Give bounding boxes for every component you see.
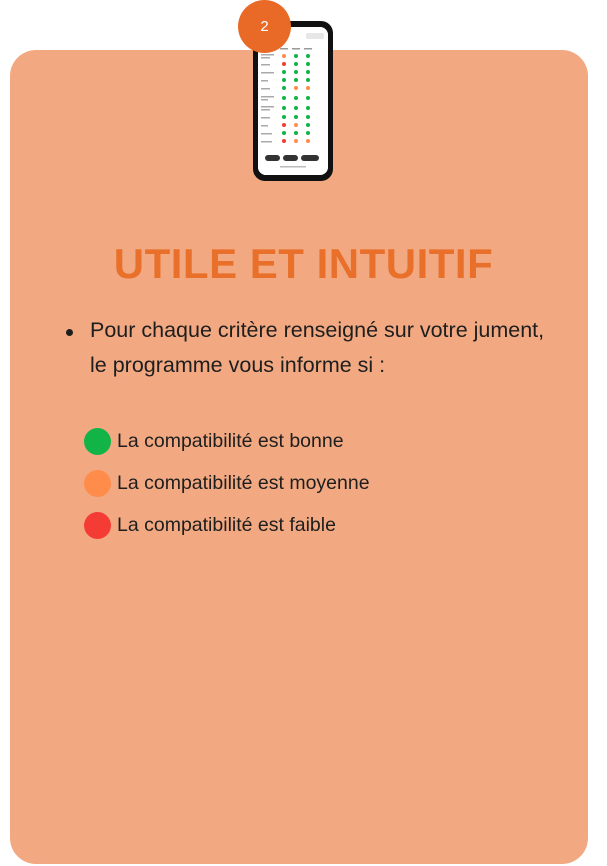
green-circle-icon	[84, 428, 111, 455]
orange-circle-icon	[84, 470, 111, 497]
legend-item-good	[84, 426, 344, 456]
legend-label: La compatibilité est faible	[117, 513, 336, 536]
legend-label: La compatibilité est bonne	[117, 429, 344, 452]
legend-item-low	[84, 510, 336, 540]
bullet-point	[66, 329, 73, 336]
step-number-badge: 2	[238, 0, 291, 53]
page-title: UTILE ET INTUITIF	[113, 240, 494, 287]
intro-text: Pour chaque critère renseigné sur votre jument, le programme vous informe si :	[90, 318, 545, 377]
legend-item-medium	[84, 468, 370, 498]
red-circle-icon	[84, 512, 111, 539]
legend-label: La compatibilité est moyenne	[117, 471, 370, 494]
